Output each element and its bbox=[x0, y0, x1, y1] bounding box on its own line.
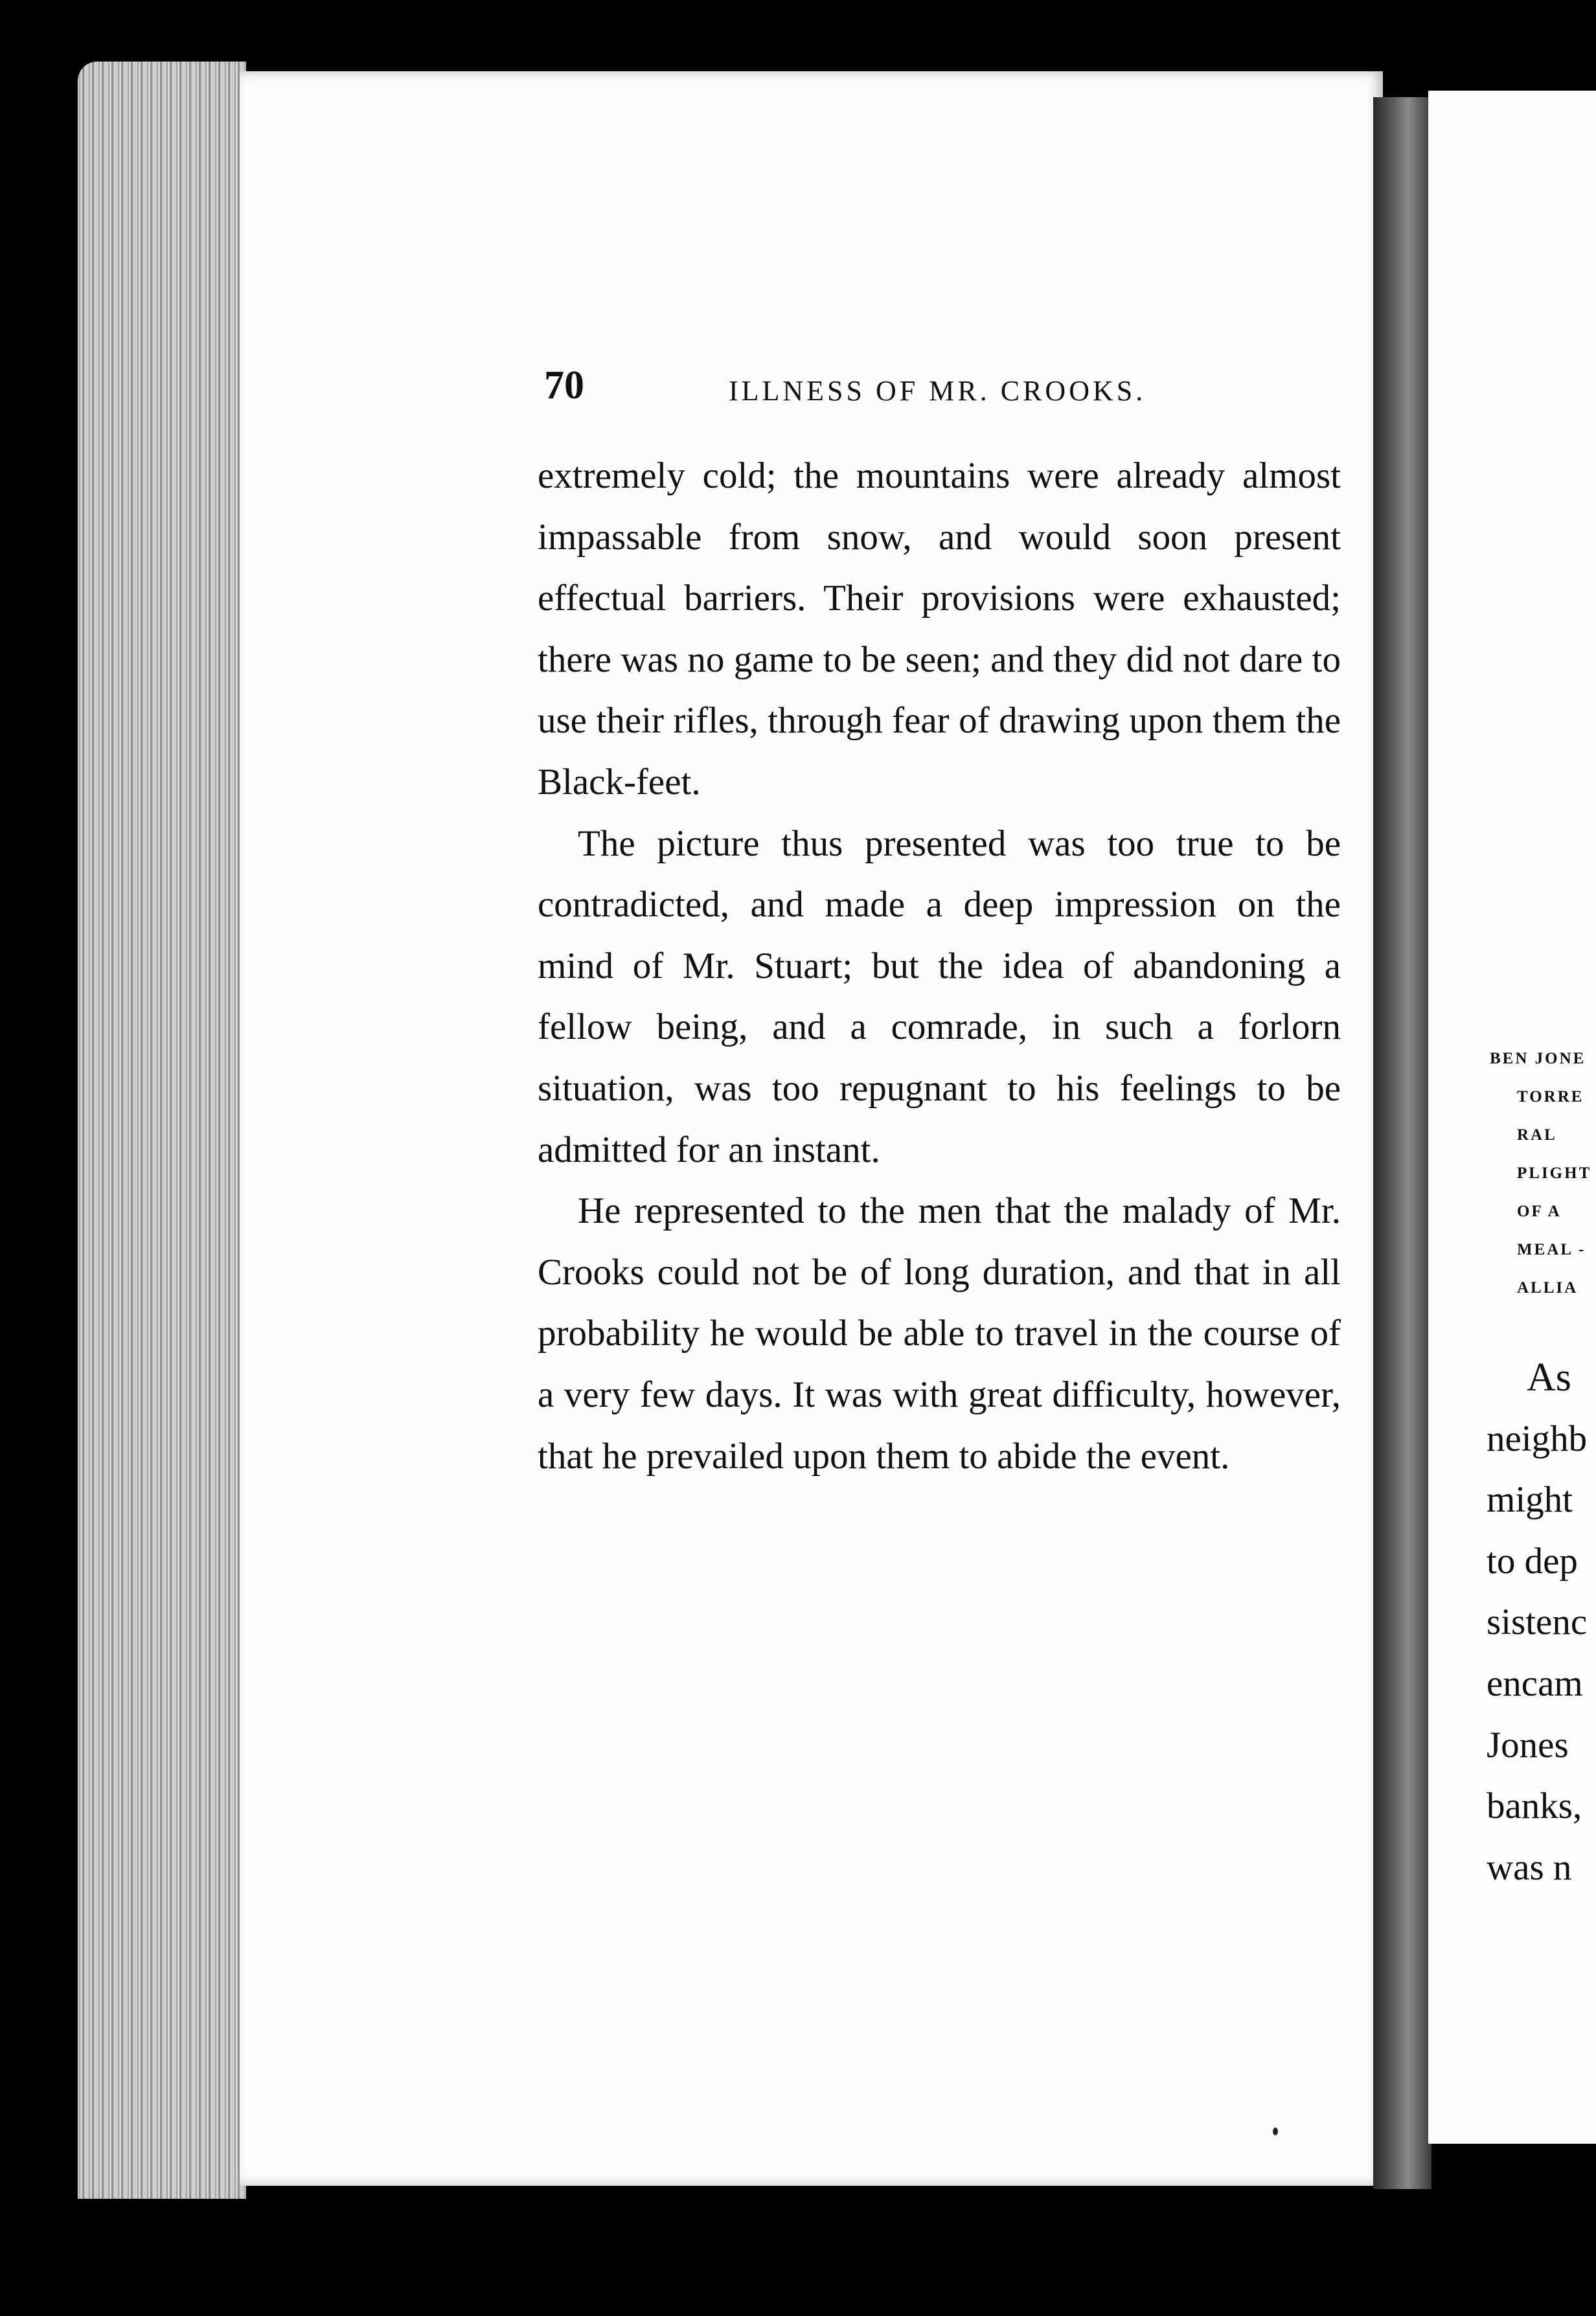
paragraph-1: extremely cold; the mountains were already almost impassable from snow, and would soon present effectual barriers. Their provisions were exhausted; there was no game to be seen; and they did not dare to use their rifles, through fear of drawing upon them the Black-feet. bbox=[538, 455, 1341, 802]
page-number: 70 bbox=[544, 363, 584, 407]
ink-speck bbox=[1273, 2128, 1278, 2135]
summary-line: RAL bbox=[1517, 1126, 1557, 1144]
summary-line: MEAL - bbox=[1517, 1241, 1586, 1258]
right-text-line: As bbox=[1527, 1356, 1571, 1400]
right-text-line: neighb bbox=[1487, 1418, 1588, 1459]
chapter-summary bbox=[1490, 1039, 1596, 1307]
summary-line: TORRE bbox=[1517, 1088, 1584, 1106]
page-header bbox=[544, 363, 1347, 421]
right-text-line: encam bbox=[1487, 1663, 1583, 1704]
paragraph-3: He represented to the men that the malady of Mr. Crooks could not be of long duration, and that in all probability he would be able to travel in the course of a very few days. It was with great difficulty, however, that he prevailed upon them to abide the event. bbox=[538, 1190, 1341, 1477]
right-text-line: was n bbox=[1487, 1846, 1572, 1888]
summary-line: ALLIA bbox=[1517, 1279, 1579, 1297]
book-gutter bbox=[1373, 97, 1431, 2189]
right-text-line: to dep bbox=[1487, 1540, 1578, 1582]
page-edges bbox=[78, 62, 246, 2199]
paragraph-2: The picture thus presented was too true to be contradicted, and made a deep impression on the mind of Mr. Stuart; but the idea of abandoning a fellow being, and a comrade, in such a forlorn situation, was too repugnant to his feelings to be admitted for an instant. bbox=[538, 823, 1341, 1170]
body-text bbox=[538, 446, 1341, 1487]
right-text-line: Jones bbox=[1487, 1724, 1569, 1765]
right-text-line: sistenc bbox=[1487, 1602, 1588, 1643]
summary-line: OF A bbox=[1517, 1203, 1562, 1220]
right-text-line: banks, bbox=[1487, 1786, 1582, 1827]
right-text-line: might bbox=[1487, 1479, 1573, 1521]
right-page-text bbox=[1487, 1347, 1596, 1898]
running-head: ILLNESS OF MR. CROOKS. bbox=[729, 375, 1146, 407]
summary-line: BEN JONE bbox=[1490, 1050, 1586, 1067]
summary-line: PLIGHT bbox=[1517, 1164, 1592, 1182]
